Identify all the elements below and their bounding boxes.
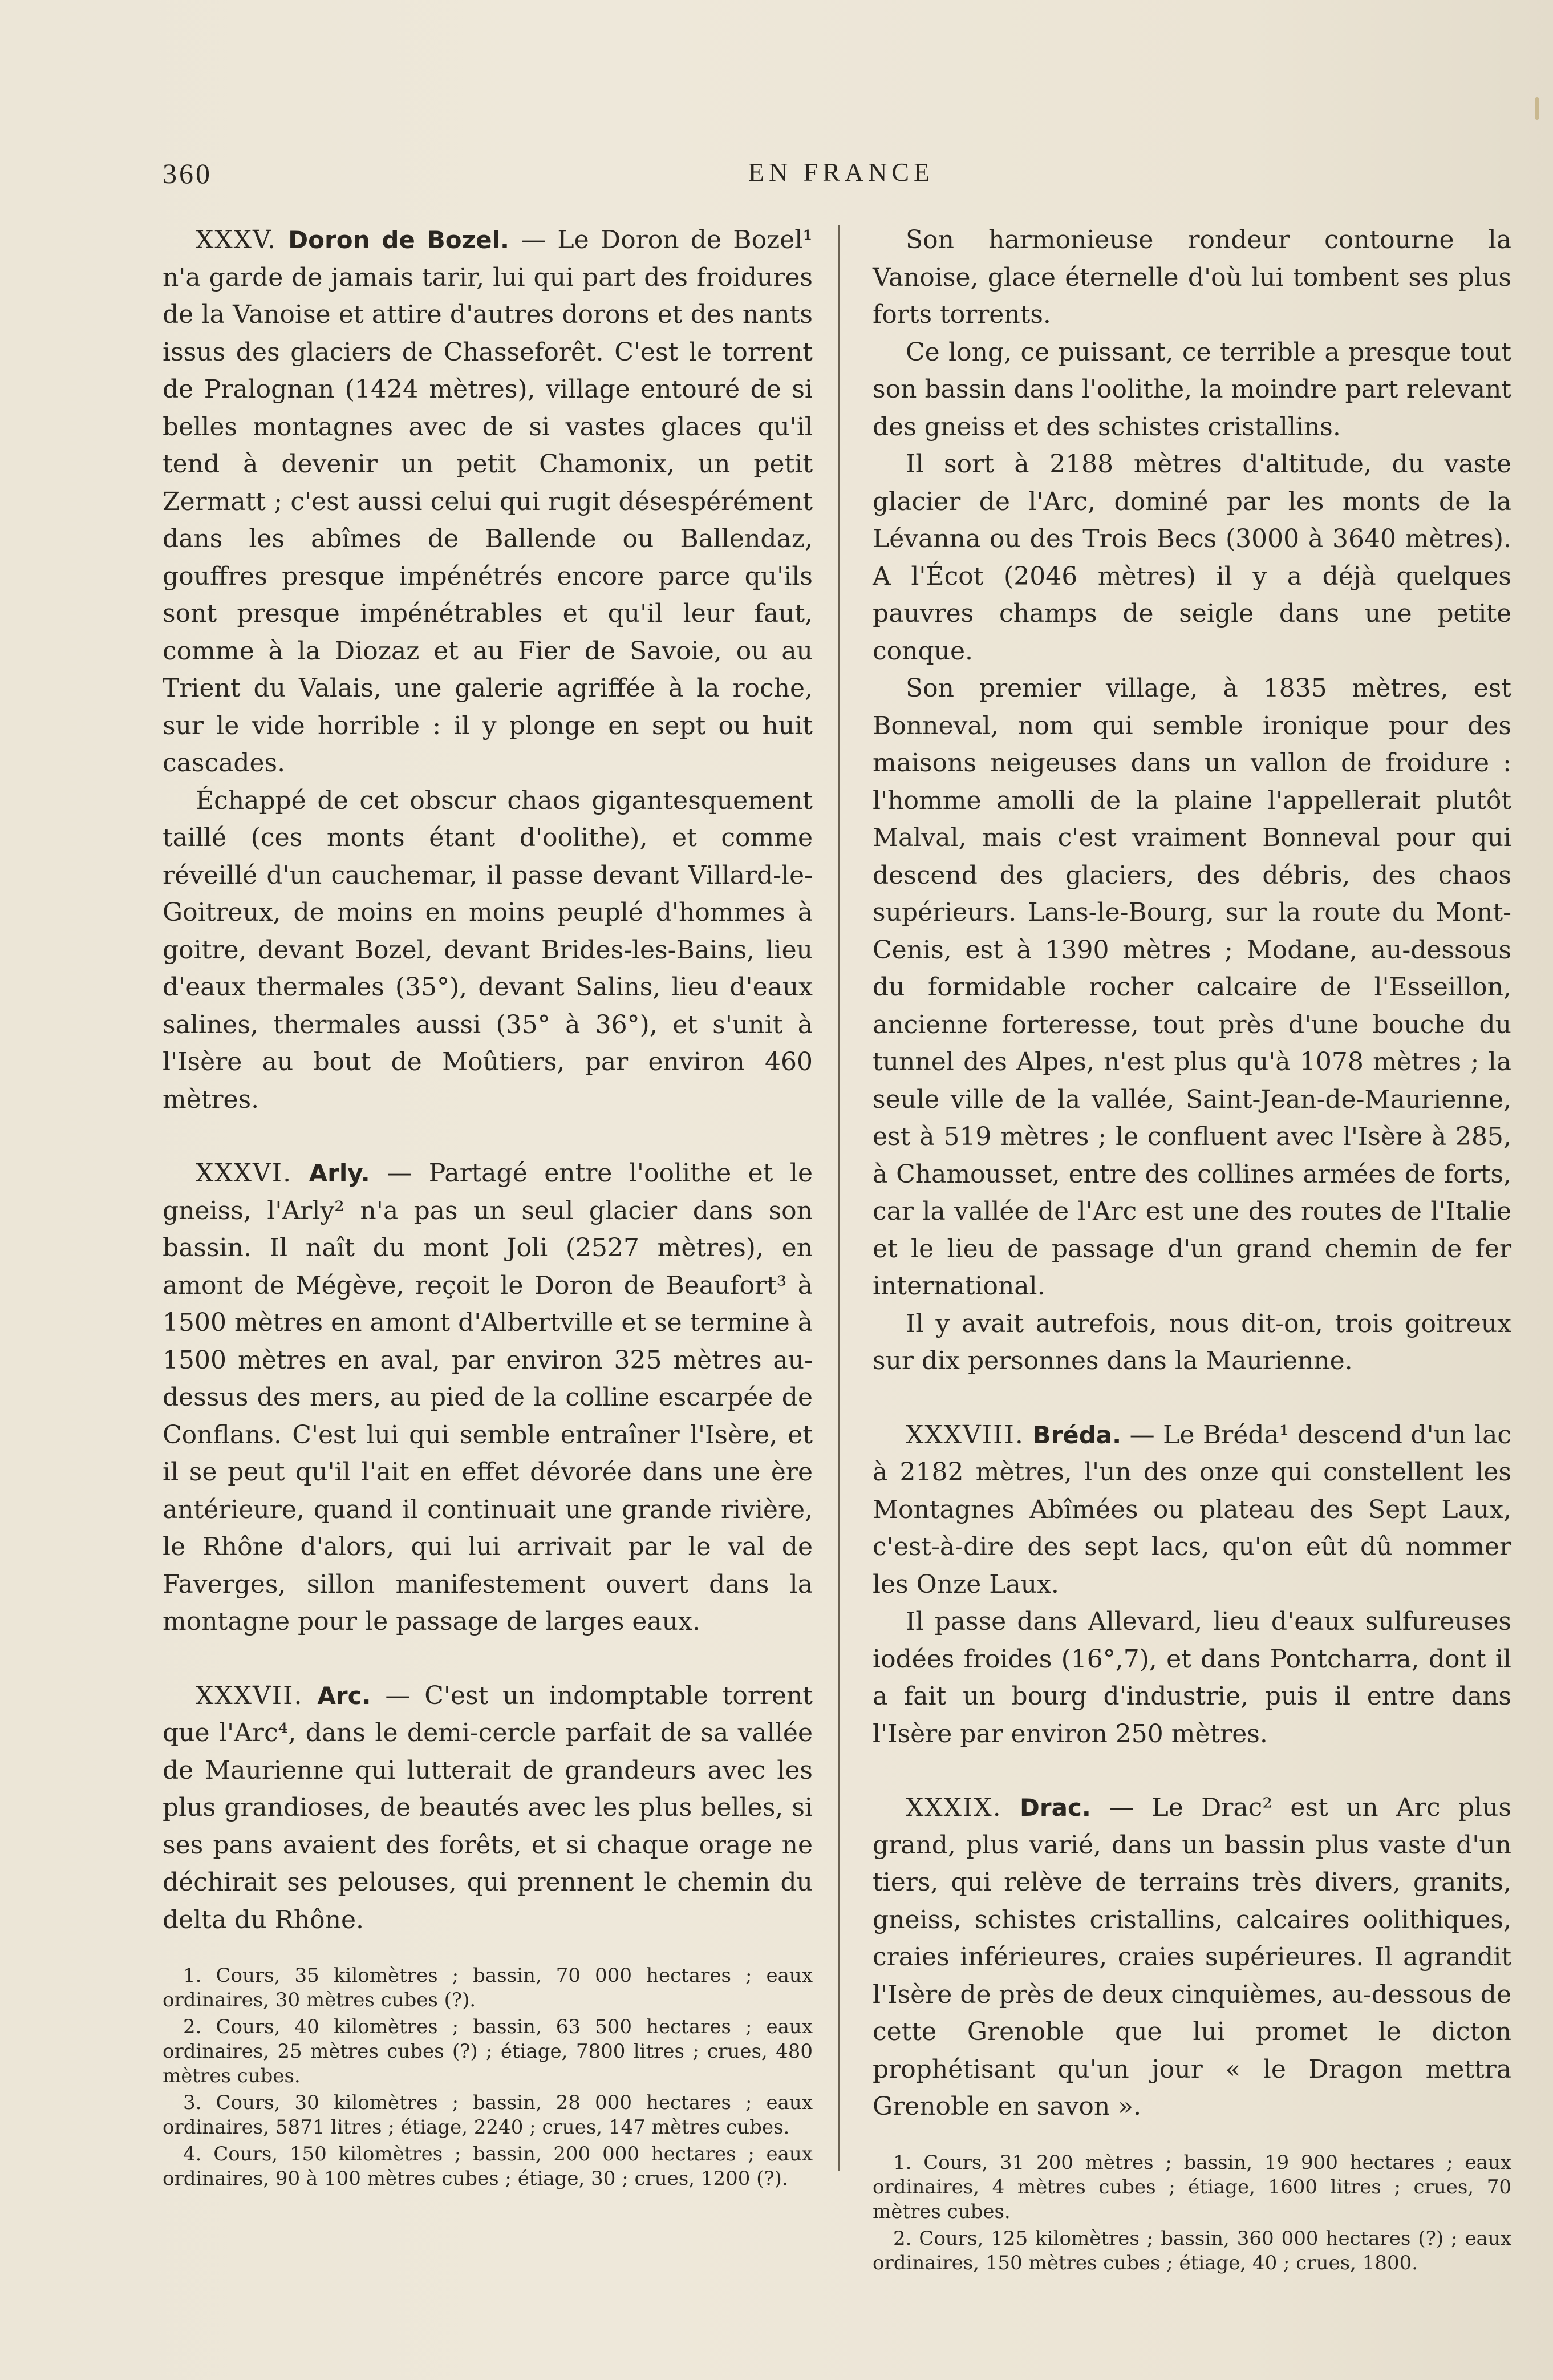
footnote: 1. Cours, 31 200 mètres ; bassin, 19 900 hectares ; eaux ordinaires, 4 mètres cubes ; étiage, 1600 litres ; crues, 70 mètres cubes. xyxy=(873,2151,1511,2223)
section-xxxv xyxy=(163,221,813,782)
section-xxxvii xyxy=(163,1677,813,1939)
section-xxxix xyxy=(873,1789,1511,2126)
section-name: Bréda. xyxy=(1032,1420,1122,1449)
footnote: 3. Cours, 30 kilomètres ; bassin, 28 000 hectares ; eaux ordinaires, 5871 litres ; étiage, 2240 ; crues, 147 mètres cubes. xyxy=(163,2091,813,2139)
running-head xyxy=(163,157,1520,197)
section-numeral: XXXVI. xyxy=(196,1159,293,1188)
running-title: EN FRANCE xyxy=(748,157,935,187)
section-name: Arly. xyxy=(309,1159,370,1187)
paragraph: Il sort à 2188 mètres d'altitude, du vaste glacier de l'Arc, dominé par les monts de la Lévanna ou des Trois Becs (3000 à 3640 mètres). A l'Écot (2046 mètres) il y a déjà quelques pauvres champs de seigle dans une petite conque. xyxy=(873,450,1511,666)
section-text: — Le Drac² est un Arc plus grand, plus varié, dans un bassin plus vaste d'un tiers, qui relève de terrains très divers, granits, gneiss, schistes cristallins, calcaires oolithiques, craies inférieures, craies supérieures. Il agrandit l'Isère de près de deux cinquièmes, au-dessous de cette Grenoble que lui promet le dicton prophétisant qu'un jour « le Dragon mettra Grenoble en savon ». xyxy=(873,1793,1511,2121)
left-column xyxy=(163,221,813,2191)
paragraph: Ce long, ce puissant, ce terrible a presque tout son bassin dans l'oolithe, la moindre part relevant des gneiss et des schistes cristallins. xyxy=(873,337,1511,442)
footnote: 2. Cours, 40 kilomètres ; bassin, 63 500 hectares ; eaux ordinaires, 25 mètres cubes (?) ; étiage, 7800 litres ; crues, 480 mètres cubes. xyxy=(163,2015,813,2087)
section-text: — C'est un indomptable torrent que l'Arc⁴, dans le demi-cercle parfait de sa vallée de Maurienne qui lutterait de grandeurs avec les plus grandioses, de beautés avec les plus belles, si ses pans avaient des forêts, et si chaque orage ne déchirait ses pelouses, qui prennent le chemin du delta du Rhône. xyxy=(163,1681,813,1934)
section-numeral: XXXVII. xyxy=(196,1681,303,1710)
section-text: — Le Doron de Bozel¹ n'a garde de jamais tarir, lui qui part des froidures de la Vanoise et attire d'autres dorons et des nants issus des glaciers de Chasseforêt. C'est le torrent de Pralognan (1424 mètres), village entouré de si belles montagnes avec de si vastes glaces qu'il tend à devenir un petit Chamonix, un petit Zermatt ; c'est aussi celui qui rugit désespérément dans les abîmes de Ballende ou Ballendaz, gouffres presque impénétrés encore parce qu'ils sont presque impénétrables et qu'il leur faut, comme à la Diozaz et au Fier de Savoie, ou au Trient du Valais, une galerie agriffée à la roche, sur le vide horrible : il y plonge en sept ou huit cascades. xyxy=(163,225,813,778)
section-numeral: XXXV. xyxy=(196,225,277,254)
section-name: Doron de Bozel. xyxy=(288,226,509,254)
page-number: 360 xyxy=(163,157,212,189)
section-name: Arc. xyxy=(317,1681,371,1710)
footnotes-right xyxy=(873,2151,1511,2276)
section-name: Drac. xyxy=(1020,1794,1091,1822)
section-text: — Le Bréda¹ descend d'un lac à 2182 mètres, l'un des onze qui constellent les Montagnes Abîmées ou plateau des Sept Laux, c'est-à-dire des sept lacs, qu'on eût dû nommer les Onze Laux. xyxy=(873,1420,1511,1599)
footnotes-left xyxy=(163,1964,813,2191)
section-xxxvi xyxy=(163,1155,813,1641)
paragraph: Son harmonieuse rondeur contourne la Vanoise, glace éternelle d'où lui tombent ses plus forts torrents. xyxy=(873,225,1511,329)
paragraph: Échappé de cet obscur chaos gigantesquement taillé (ces monts étant d'oolithe), et comme réveillé d'un cauchemar, il passe devant Villard-le-Goitreux, de moins en moins peuplé d'hommes à goitre, devant Bozel, devant Brides-les-Bains, lieu d'eaux thermales (35°), devant Salins, lieu d'eaux salines, thermales aussi (35° à 36°), et s'unit à l'Isère au bout de Moûtiers, par environ 460 mètres. xyxy=(163,786,813,1114)
paragraph: Son premier village, à 1835 mètres, est Bonneval, nom qui semble ironique pour des maisons neigeuses dans un vallon de froidure : l'homme amolli de la plaine l'appellerait plutôt Malval, mais c'est vraiment Bonneval pour qui descend des glaciers, des débris, des chaos supérieurs. Lans-le-Bourg, sur la route du Mont-Cenis, est à 1390 mètres ; Modane, au-dessous du formidable rocher calcaire de l'Esseillon, ancienne forteresse, tout près d'une bouche du tunnel des Alpes, n'est plus qu'à 1078 mètres ; la seule ville de la vallée, Saint-Jean-de-Maurienne, est à 519 mètres ; le confluent avec l'Isère à 285, à Chamousset, entre des collines armées de forts, car la vallée de l'Arc est une des routes de l'Italie et le lieu de passage d'un grand chemin de fer international. xyxy=(873,674,1511,1301)
paragraph: Il y avait autrefois, nous dit-on, trois goitreux sur dix personnes dans la Maurienne. xyxy=(873,1309,1511,1375)
footnote: 2. Cours, 125 kilomètres ; bassin, 360 000 hectares (?) ; eaux ordinaires, 150 mètres cubes ; étiage, 40 ; crues, 1800. xyxy=(873,2227,1511,2274)
section-numeral: XXXVIII. xyxy=(906,1420,1024,1450)
section-xxxviii xyxy=(873,1416,1511,1604)
paragraph: Il passe dans Allevard, lieu d'eaux sulfureuses iodées froides (16°,7), et dans Pontcharra, dont il a fait un bourg d'industrie, puis il entre dans l'Isère par environ 250 mètres. xyxy=(873,1607,1511,1748)
column-divider xyxy=(838,225,840,2171)
section-numeral: XXXIX. xyxy=(906,1793,1002,1822)
footnote: 1. Cours, 35 kilomètres ; bassin, 70 000 hectares ; eaux ordinaires, 30 mètres cubes (?). xyxy=(163,1964,813,2011)
page-edge-mark xyxy=(1535,97,1539,120)
section-text: — Partagé entre l'oolithe et le gneiss, l'Arly² n'a pas un seul glacier dans son bassin. Il naît du mont Joli (2527 mètres), en amont de Mégève, reçoit le Doron de Beaufort³ à 1500 mètres en amont d'Albertville et se termine à 1500 mètres en aval, par environ 325 mètres au-dessus des mers, au pied de la colline escarpée de Conflans. C'est lui qui semble entraîner l'Isère, et il se peut qu'il l'ait en effet dévorée dans une ère antérieure, quand il continuait une grande rivière, le Rhône d'alors, qui lui arrivait par le val de Faverges, sillon manifestement ouvert dans la montagne pour le passage de larges eaux. xyxy=(163,1159,813,1636)
right-column xyxy=(873,221,1511,2276)
footnote: 4. Cours, 150 kilomètres ; bassin, 200 000 hectares ; eaux ordinaires, 90 à 100 mètres cubes ; étiage, 30 ; crues, 1200 (?). xyxy=(163,2143,813,2190)
